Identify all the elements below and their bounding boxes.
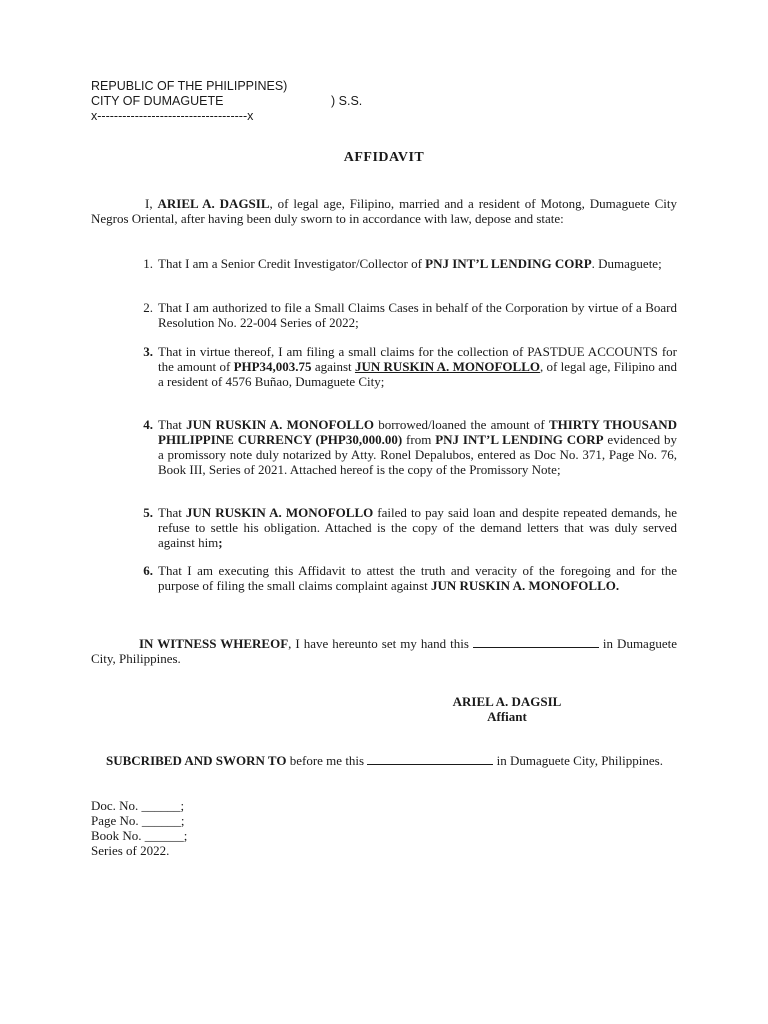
jurat-paragraph	[91, 753, 677, 768]
item-text: That I am executing this Affidavit to attest the truth and veracity of the foregoing and for the purpose of filing the small claims complaint against	[158, 563, 677, 593]
item-bold: JUN RUSKIN A. MONOFOLLO.	[430, 578, 620, 593]
item-text: That	[158, 505, 186, 520]
book-number: Book No. ______;	[91, 828, 188, 843]
list-item-4	[143, 417, 678, 477]
item-number: 4.	[143, 417, 153, 432]
document-title: AFFIDAVIT	[343, 150, 425, 165]
item-bold: ;	[218, 535, 223, 550]
item-bold: PNJ INT’L LENDING CORP	[425, 256, 592, 271]
item-text: against	[311, 359, 355, 374]
item-bold-underline: JUN RUSKIN A. MONOFOLLO	[354, 359, 540, 374]
item-text: That I am authorized to file a Small Claims Cases in behalf of the Corporation by virtue of a Board Resolution No. 22-004 Series of 2022;	[158, 300, 677, 330]
item-text: , of legal age, Filipino and a resident of 4576 Buñao, Dumaguete City;	[158, 359, 677, 389]
witness-text: , I have hereunto set my hand this	[288, 636, 473, 651]
date-blank	[367, 753, 493, 765]
jurat-text: in Dumaguete City, Philippines.	[493, 753, 663, 768]
witness-text: in Dumaguete City, Philippines.	[91, 636, 677, 666]
series-year: Series of 2022.	[91, 843, 170, 858]
item-text: That I am a Senior Credit Investigator/Collector of	[158, 256, 426, 271]
item-text: That in virtue thereof, I am filing a small claims for the collection of PASTDUE ACCOUNTS for the amount of	[158, 344, 677, 374]
notarial-reference	[91, 798, 187, 858]
item-text: from	[402, 432, 436, 447]
item-bold: JUN RUSKIN A. MONOFOLLO	[185, 505, 374, 520]
item-text: failed to pay said loan and despite repeated demands, he refuse to settle his obligation. Attached is the copy of the demand letters that was duly served against him	[158, 505, 677, 550]
jurat-lead: SUBCRIBED AND SWORN TO	[106, 753, 287, 768]
item-number: 3.	[143, 344, 153, 359]
venue-city: CITY OF DUMAGUETE	[91, 94, 224, 108]
item-number: 1.	[143, 256, 153, 271]
doc-number: Doc. No. ______;	[91, 798, 185, 813]
item-bold: THIRTY THOUSAND PHILIPPINE CURRENCY (PHP30,000.00)	[158, 417, 678, 447]
jurat-text: before me this	[286, 753, 368, 768]
list-item-2	[143, 300, 677, 330]
item-number: 6.	[143, 563, 153, 578]
venue-republic: REPUBLIC OF THE PHILIPPINES)	[91, 79, 288, 93]
venue-block	[91, 79, 363, 124]
item-text: That	[158, 417, 187, 432]
intro-pronoun: I,	[145, 196, 153, 211]
item-number: 5.	[143, 505, 153, 520]
venue-city-row	[91, 94, 363, 109]
affiant-signature-name: ARIEL A. DAGSIL	[452, 694, 562, 709]
list-item-6	[143, 563, 677, 593]
witness-paragraph	[91, 636, 677, 666]
signature-block	[420, 694, 594, 724]
affiant-role: Affiant	[487, 709, 527, 724]
item-text: evidenced by a promissory note duly notarized by Atty. Ronel Depalubos, entered as Doc No. 371, Page No. 76, Book III, Series of 2021. Attached hereof is the copy of the Promissory Note;	[158, 432, 677, 477]
venue-ss: ) S.S.	[331, 94, 363, 108]
witness-lead: IN WITNESS WHEREOF	[139, 636, 289, 651]
item-number: 2.	[143, 300, 153, 315]
item-bold: PNJ INT’L LENDING CORP	[435, 432, 604, 447]
venue-separator: x------------------------------------x	[91, 109, 254, 123]
date-blank	[473, 636, 599, 648]
item-bold: JUN RUSKIN A. MONOFOLLO	[186, 417, 374, 432]
page-number: Page No. ______;	[91, 813, 185, 828]
list-item-3	[143, 344, 677, 389]
intro-text: , of legal age, Filipino, married and a resident of Motong, Dumaguete City Negros Oriental, after having been duly sworn to in accordance with law, depose and state:	[91, 196, 678, 226]
affiant-name: ARIEL A. DAGSIL	[157, 196, 270, 211]
list-item-1	[143, 256, 677, 271]
item-text: borrowed/loaned the amount of	[373, 417, 549, 432]
item-bold: PHP34,003.75	[233, 359, 312, 374]
list-item-5	[143, 505, 677, 550]
intro-paragraph	[91, 196, 677, 226]
item-text: . Dumaguete;	[591, 256, 662, 271]
